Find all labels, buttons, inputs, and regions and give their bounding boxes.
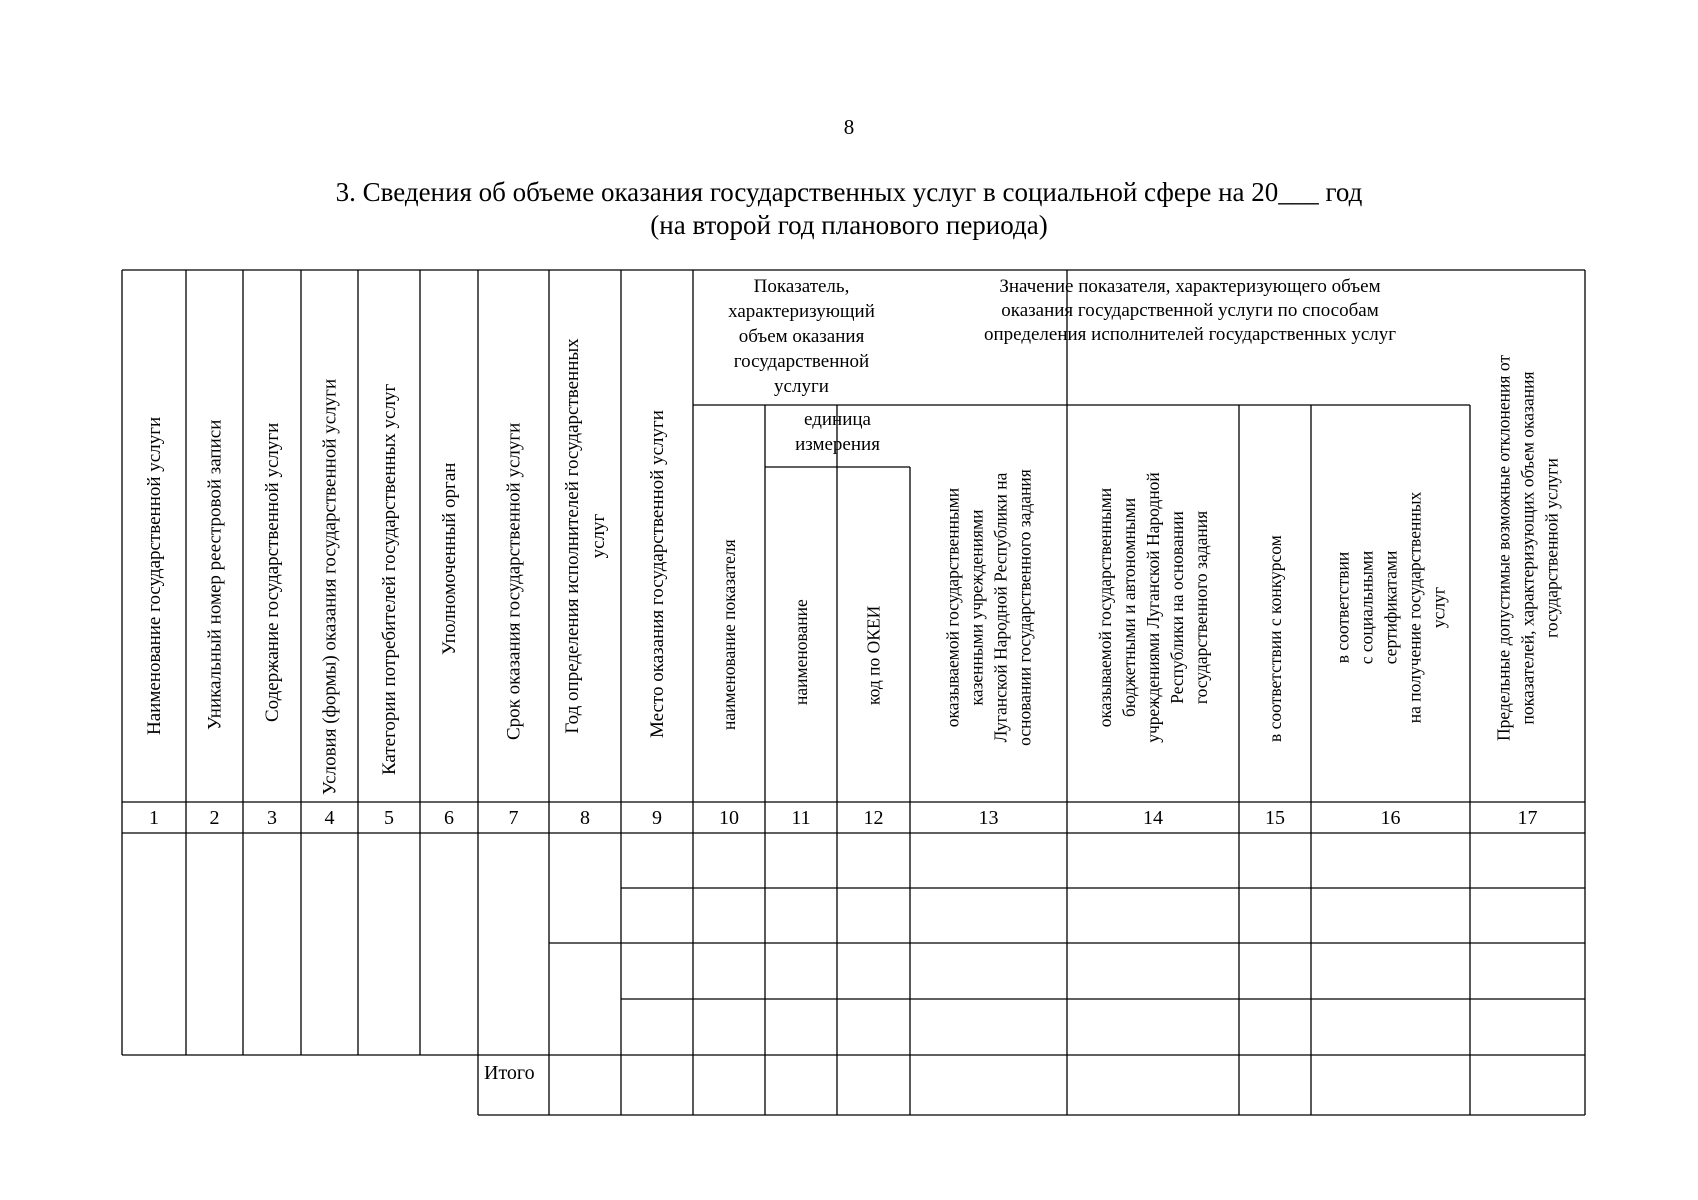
column-number: 1: [149, 807, 159, 829]
value-col-header-15: [1265, 535, 1285, 742]
col-header-3: [262, 423, 283, 722]
value-col-header-14-line: бюджетными и автономными: [1119, 497, 1139, 718]
table-body: [484, 1062, 535, 1084]
section-title-line2: (на второй год планового периода): [650, 210, 1048, 240]
col-header-7-line: Срок оказания государственной услуги: [503, 422, 525, 740]
col-header-9: [647, 410, 668, 738]
col-header-8-line: услуг: [588, 513, 609, 559]
value-col-header-15-line: в соответствии с конкурсом: [1265, 535, 1285, 742]
indicator-name-header-line: наименование показателя: [719, 539, 739, 730]
value-col-header-16: [1333, 492, 1449, 724]
value-col-header-13-line: Луганской Народной Республики на: [990, 472, 1011, 743]
col-header-1-line: Наименование государственной услуги: [144, 416, 165, 735]
column-number: 3: [267, 807, 277, 829]
column-number: 4: [324, 807, 335, 829]
unit-group-label: единица: [804, 409, 871, 430]
unit-name-header: [791, 599, 811, 705]
total-label: Итого: [484, 1062, 535, 1084]
table-header: [144, 276, 1562, 795]
column-number: 9: [652, 807, 662, 829]
indicator-group-label: Показатель,: [753, 276, 850, 297]
column-number: 2: [209, 807, 220, 829]
value-col-header-14-line: оказываемой государственными: [1095, 487, 1115, 728]
col-header-2: [205, 420, 226, 730]
column-number: 12: [863, 807, 884, 829]
column-number: 13: [978, 807, 999, 829]
column-number: 14: [1143, 807, 1163, 829]
column-number: 15: [1265, 807, 1285, 829]
value-col-header-16-line: с социальными: [1356, 550, 1377, 665]
value-col-header-14-line: Республики на основании: [1167, 511, 1187, 704]
value-col-header-14: [1095, 472, 1211, 743]
column-number: 11: [791, 807, 811, 829]
value-col-header-13: [943, 469, 1035, 746]
indicator-group-label: государственной: [733, 351, 870, 372]
value-col-header-13-line: казенными учреждениями: [966, 509, 987, 706]
unit-name-header-line: наименование: [791, 599, 811, 705]
col-header-17-line: государственной услуги: [1541, 458, 1562, 638]
col-header-3-line: Содержание государственной услуги: [262, 422, 283, 722]
value-col-header-14-line: государственного задания: [1191, 510, 1211, 705]
col-header-4-line: Условия (формы) оказания государственной услуги: [319, 378, 341, 795]
value-col-header-16-line: в соответствии: [1332, 551, 1353, 664]
table-grid: [122, 270, 1585, 1115]
column-number: 8: [580, 807, 590, 829]
col-header-4: [320, 379, 341, 795]
col-header-8: [562, 338, 609, 734]
column-number: 5: [384, 807, 394, 829]
value-col-header-14-line: учреждениями Луганской Народной: [1143, 472, 1163, 743]
section-title-line1: 3. Сведения об объеме оказания государственных услуг в социальной сфере на 20___ год: [335, 177, 1363, 207]
col-header-6-line: Уполномоченный орган: [439, 462, 460, 655]
value-col-header-16-line: услуг: [1428, 586, 1449, 629]
value-group-label: определения исполнителей государственных услуг: [983, 324, 1397, 345]
column-number: 7: [508, 807, 519, 829]
indicator-name-header: [719, 539, 739, 730]
col-header-5-line: Категории потребителей государственных услуг: [379, 383, 400, 775]
col-header-17-line: показателей, характеризующих объем оказания: [1517, 371, 1538, 725]
column-number: 6: [444, 807, 454, 829]
col-header-17-line: Предельные допустимые возможные отклонения от: [1493, 354, 1514, 742]
col-header-17: [1494, 355, 1562, 741]
col-header-1: [144, 417, 165, 735]
value-group-label: оказания государственной услуги по способам: [1001, 300, 1379, 321]
col-header-2-line: Уникальный номер реестровой записи: [204, 419, 226, 730]
column-number: 16: [1380, 807, 1401, 829]
page-number: 8: [843, 115, 855, 139]
value-col-header-16-line: на получение государственных: [1404, 491, 1425, 724]
value-col-header-16-line: сертификатами: [1380, 550, 1401, 665]
col-header-9-line: Место оказания государственной услуги: [647, 410, 668, 738]
indicator-group-label: услуги: [774, 376, 829, 397]
value-col-header-13-line: основании государственного задания: [1014, 469, 1035, 746]
column-number: 10: [719, 807, 739, 829]
column-number: 17: [1517, 807, 1538, 829]
value-group-label: Значение показателя, характеризующего объем: [999, 276, 1381, 297]
unit-code-header-line: код по ОКЕИ: [863, 605, 884, 705]
column-number-row: [149, 807, 1538, 829]
value-col-header-13-line: оказываемой государственными: [942, 487, 963, 728]
unit-code-header: [864, 605, 884, 705]
col-header-5: [379, 384, 400, 775]
col-header-7: [504, 423, 525, 740]
col-header-8-line: Год определения исполнителей государственных: [562, 338, 583, 734]
col-header-6: [439, 463, 460, 655]
indicator-group-label: характеризующий: [728, 301, 875, 322]
indicator-group-label: объем оказания: [738, 326, 865, 347]
unit-group-label: измерения: [795, 434, 880, 455]
